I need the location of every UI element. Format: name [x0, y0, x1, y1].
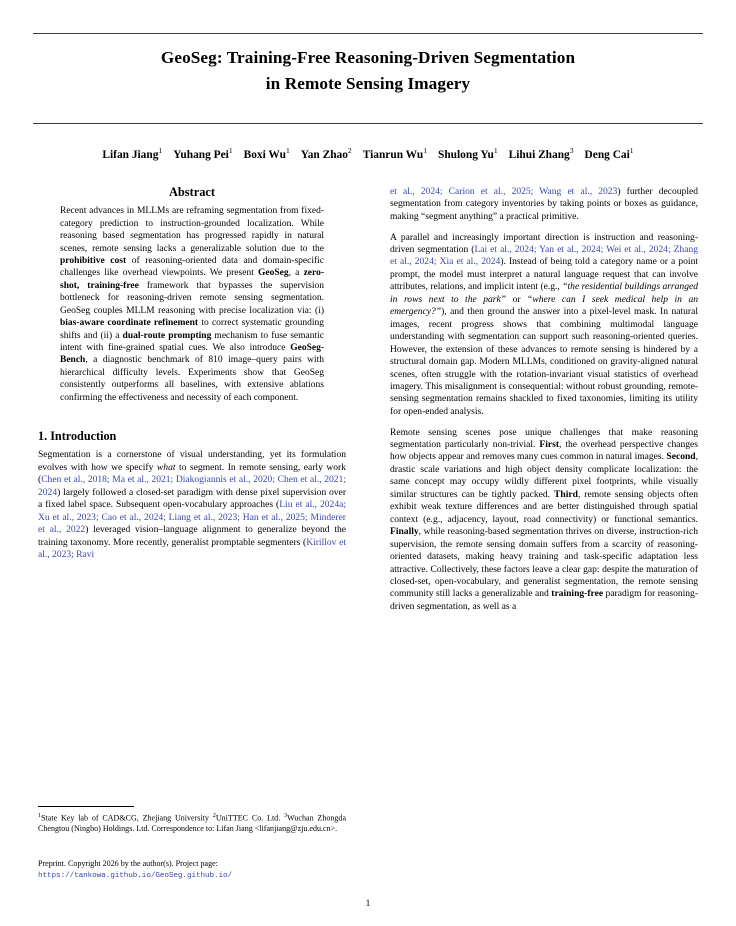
title-line-1: GeoSeg: Training-Free Reasoning-Driven Segmentation [160, 48, 576, 67]
author-6 [438, 146, 498, 161]
body-columns [38, 186, 698, 886]
preprint-notice [38, 858, 350, 882]
author-affiliation-marker: 3 [569, 146, 574, 155]
intro-paragraph-1: Segmentation is a cornerstone of visual understanding, yet its formulation evolves with how we specify what to segment. In remote sensing, early work (Chen et al., 2018; Ma et al., 2021; Diakogiannis et al., 2020; Chen et al., 2021; 2024) largely followed a closed-set paradigm with dense pixel supervision over a fixed label space. Subsequent open-vocabulary approaches (Liu et al., 2024a; Xu et al., 2023; Cao et al., 2024; Liang et al., 2023; Han et al., 2025; Minderer et al., 2022) leveraged vision–language alignment to generalize beyond the training taxonomy. More recently, generalist promptable segmenters (Kirillov et al., 2023; Ravi [38, 449, 346, 561]
author-affiliation-marker: 2 [347, 146, 352, 155]
author-name: Shulong Yu [438, 148, 494, 161]
right-paragraph-3: Remote sensing scenes pose unique challenges that make reasoning segmentation particularly non-trivial. First, the overhead perspective changes how objects appear and removes many cues common in natural images. Second, drastic scale variations and high object density complicate localization: the same concept may occupy wildly different pixel footprints, while visually similar structures can be tightly packed. Third, remote sensing objects often exhibit weak texture differences and are better distinguished through spatial context (e.g., adjacency, layout, road connectivity) or functional semantics. Finally, while reasoning-based segmentation thrives on diverse, instruction-rich supervision, the remote sensing domain suffers from a scarcity of reasoning-oriented datasets, making heavy training and task-specific adaptation less attractive. Collectively, these factors leave a clear gap: despite the maturation of closed-set, open-vocabulary, and generalist segmentation, the remote sensing community still lacks a generalizable and training-free paradigm for reasoning-driven segmentation, as well as a [390, 426, 699, 612]
author-name: Tianrun Wu [362, 148, 424, 161]
author-name: Yuhang Pei [173, 148, 229, 161]
abstract-heading: Abstract [168, 185, 216, 199]
preprint-text: Preprint. Copyright 2026 by the author(s). Project page: [38, 859, 218, 868]
footnote-separator [38, 806, 134, 807]
author-name: Lifan Jiang [102, 148, 159, 161]
header-rule-bottom [33, 123, 703, 124]
author-name: Deng Cai [584, 148, 630, 161]
author-affiliation-marker: 1 [228, 146, 233, 155]
page-title [33, 45, 703, 97]
page-number: 1 [365, 899, 371, 909]
author-affiliation-marker: 1 [423, 146, 427, 155]
project-page-link[interactable]: https://tankowa.github.io/GeoSeg.github.io/ [38, 872, 233, 881]
section-heading-introduction: 1. Introduction [38, 428, 117, 443]
author-affiliation-marker: 1 [493, 146, 498, 155]
author-8 [584, 146, 634, 161]
title-line-2: in Remote Sensing Imagery [265, 74, 471, 93]
author-name: Boxi Wu [243, 148, 286, 161]
column-right [390, 186, 698, 622]
author-name: Yan Zhao [300, 148, 348, 161]
author-3 [243, 146, 290, 161]
author-7 [508, 146, 574, 161]
right-paragraph-2: A parallel and increasingly important direction is instruction and reasoning-driven segmentation (Lai et al., 2024; Yan et al., 2024; Wei et al., 2024; Zhang et al., 2024; Xia et al., 2024). Instead of being told a category name or a point prompt, the model must interpret a natural language request that can involve attributes, relations, and implicit intent (e.g., “the residential buildings arranged in rows next to the park” or “where can I seek medical help in an emergency?”), and then ground the answer into a pixel-level mask. In natural images, recent progress shows that combining multimodal language understanding with segmentation can support such reasoning-oriented queries. However, the extension of these advances to remote sensing is hindered by a structural domain gap. Modern MLLMs, conditioned on gravity-aligned natural scenes, often struggle with the rotation-invariant visual statistics of overhead imagery. This misalignment is consequential: without robust grounding, remote-sensing segmentation remains shackled to fixed taxonomies, limiting its utility for open-ended analysis. [390, 231, 698, 417]
author-5 [362, 146, 427, 161]
author-2 [173, 146, 233, 161]
affiliation-footnote: $^1$State Key lab of CAD&CG, Zhejiang University $^2$UniTTEC Co. Ltd. $^3$Wuchan Zhongda Chengtou (Ningbo) Holdings. Ltd. Correspondence to: Lifan Jiang <lifanjiang@zju.edu.cn>. [38, 812, 347, 834]
author-list [33, 146, 703, 161]
author-name: Lihui Zhang [508, 148, 570, 161]
author-affiliation-marker: 1 [158, 146, 163, 155]
column-left [38, 186, 346, 570]
header-rule-top [33, 33, 703, 34]
author-affiliation-marker: 1 [285, 146, 290, 155]
right-paragraph-1: et al., 2024; Carion et al., 2025; Wang et al., 2023) further decoupled segmentation from category inventories by taking points or boxes as guidance, making “segment anything” a practical primitive. [390, 186, 698, 222]
abstract-body: Recent advances in MLLMs are reframing segmentation from fixed-category prediction to instruction-grounded localization. While reasoning based segmentation has progressed rapidly in natural scenes, remote sensing lacks a generalizable solution due to the prohibitive cost of reasoning-oriented data and domain-specific challenges like overhead viewpoints. We present GeoSeg, a zero-shot, training-free framework that bypasses the supervision bottleneck for reasoning-driven remote sensing segmentation. GeoSeg couples MLLM reasoning with precise localization via: (i) bias-aware coordinate refinement to correct systematic grounding shifts and (ii) a dual-route prompting mechanism to fuse semantic intent with fine-grained spatial cues. We also introduce GeoSeg-Bench, a diagnostic benchmark of 810 image–query pairs with hierarchical difficulty levels. Experiments show that GeoSeg consistently outperforms all baselines, with extensive ablations confirming the effectiveness and necessity of each component. [60, 206, 324, 403]
author-affiliation-marker: 1 [629, 146, 634, 155]
author-4 [300, 146, 352, 161]
author-1 [102, 146, 163, 161]
